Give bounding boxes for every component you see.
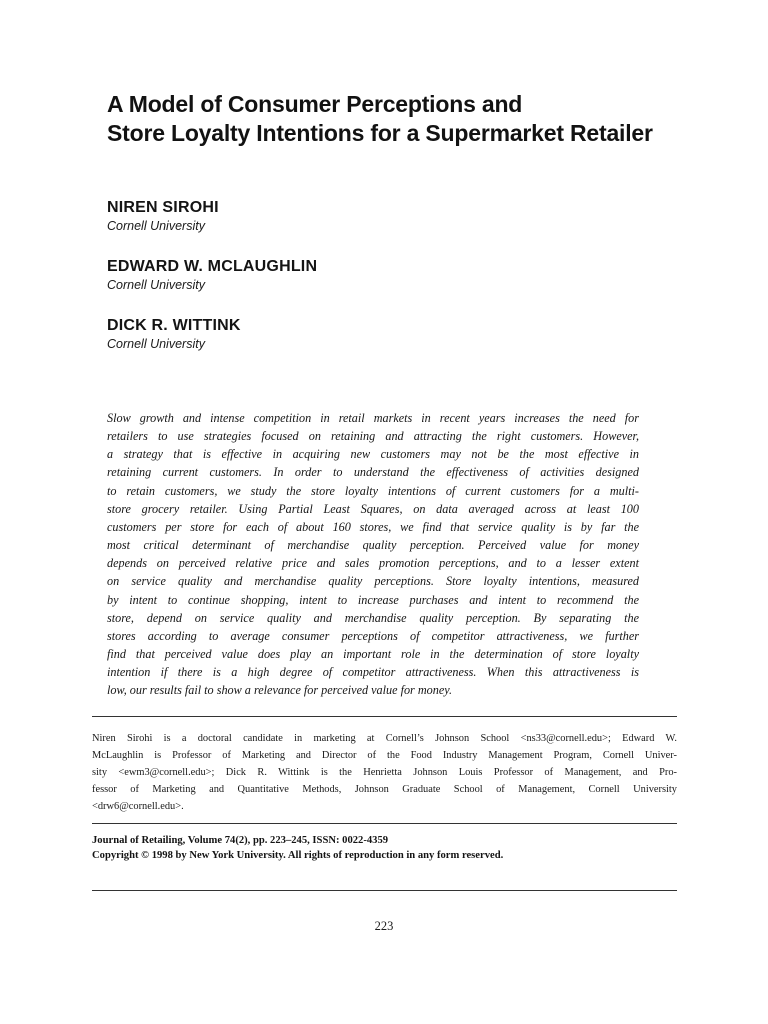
abstract xyxy=(107,409,639,700)
page-number: 223 xyxy=(374,919,394,933)
abstract-line: a strategy that is effective in acquiring new customers may not be the most effective in xyxy=(107,447,639,462)
author-name: NIREN SIROHI xyxy=(107,199,219,216)
author-footnote xyxy=(92,730,677,815)
author-affiliation: Cornell University xyxy=(107,337,205,351)
abstract-line: intention if there is a high degree of competitor attractiveness. When this attractiveness is xyxy=(107,665,639,680)
abstract-line: stores according to average consumer perceptions of competitor attractiveness, we further xyxy=(107,628,639,643)
abstract-line: Slow growth and intense competition in retail markets in recent years increases the need for xyxy=(107,411,639,425)
abstract-line: find that perceived value does play an important role in the determination of store loyalty xyxy=(107,647,639,662)
journal-divider-top xyxy=(92,823,677,824)
abstract-line: on service quality and merchandise quality perceptions. Store loyalty intentions, measured xyxy=(107,574,639,589)
author-affiliation: Cornell University xyxy=(107,278,205,292)
abstract-line: by intent to continue shopping, intent to increase purchases and intent to recommend the xyxy=(107,592,639,607)
article-title-line: A Model of Consumer Perceptions and xyxy=(107,91,523,117)
copyright-notice: Copyright © 1998 by New York University. All rights of reproduction in any form reserved. xyxy=(92,850,504,861)
author-block xyxy=(107,198,607,235)
footnote-line: sity <ewm3@cornell.edu>; Dick R. Wittink is the Henrietta Johnson Louis Professor of Management, and Pro- xyxy=(92,767,677,779)
abstract-line: retailers to use strategies focused on retaining and attracting the right customers. However, xyxy=(107,429,639,444)
article-title xyxy=(107,90,727,148)
footnote-line: McLaughlin is Professor of Marketing and Director of the Food Industry Management Program, Cornell Univer- xyxy=(92,750,677,762)
abstract-line: retaining current customers. In order to understand the effectiveness of activities designed xyxy=(107,465,639,480)
author-name: DICK R. WITTINK xyxy=(107,317,241,334)
author-name: EDWARD W. MCLAUGHLIN xyxy=(107,258,318,275)
abstract-line: customers per store for each of about 160 stores, we find that service quality is by far the xyxy=(107,519,639,534)
footnote-line: <drw6@cornell.edu>. xyxy=(92,801,184,813)
author-block xyxy=(107,257,607,294)
abstract-line: store grocery retailer. Using Partial Least Squares, on data averaged across at least 100 xyxy=(107,501,639,516)
footnote-line: fessor of Marketing and Quantitative Methods, Johnson Graduate School of Management, Cornell University xyxy=(92,784,677,796)
article-title-line: Store Loyalty Intentions for a Supermarket Retailer xyxy=(107,120,653,146)
journal-divider-bottom xyxy=(92,890,677,891)
abstract-line: low, our results fail to show a relevance for perceived value for money. xyxy=(107,683,453,698)
abstract-line: depends on perceived relative price and sales promotion perceptions, and to a lesser extent xyxy=(107,556,639,571)
journal-citation: Journal of Retailing, Volume 74(2), pp. 223–245, ISSN: 0022-4359 xyxy=(92,835,389,846)
footnote-line: Niren Sirohi is a doctoral candidate in marketing at Cornell’s Johnson School <ns33@cornell.edu>; Edward W. xyxy=(92,733,677,744)
abstract-line: most critical determinant of merchandise quality perception. Perceived value for money xyxy=(107,538,639,553)
footnote-divider xyxy=(92,716,677,717)
journal-info xyxy=(92,833,677,863)
abstract-line: store, depend on service quality and merchandise quality perception. By separating the xyxy=(107,610,639,625)
author-block xyxy=(107,316,607,353)
author-affiliation: Cornell University xyxy=(107,219,205,233)
abstract-line: to retain customers, we study the store loyalty intentions of current customers for a multi- xyxy=(107,483,639,498)
